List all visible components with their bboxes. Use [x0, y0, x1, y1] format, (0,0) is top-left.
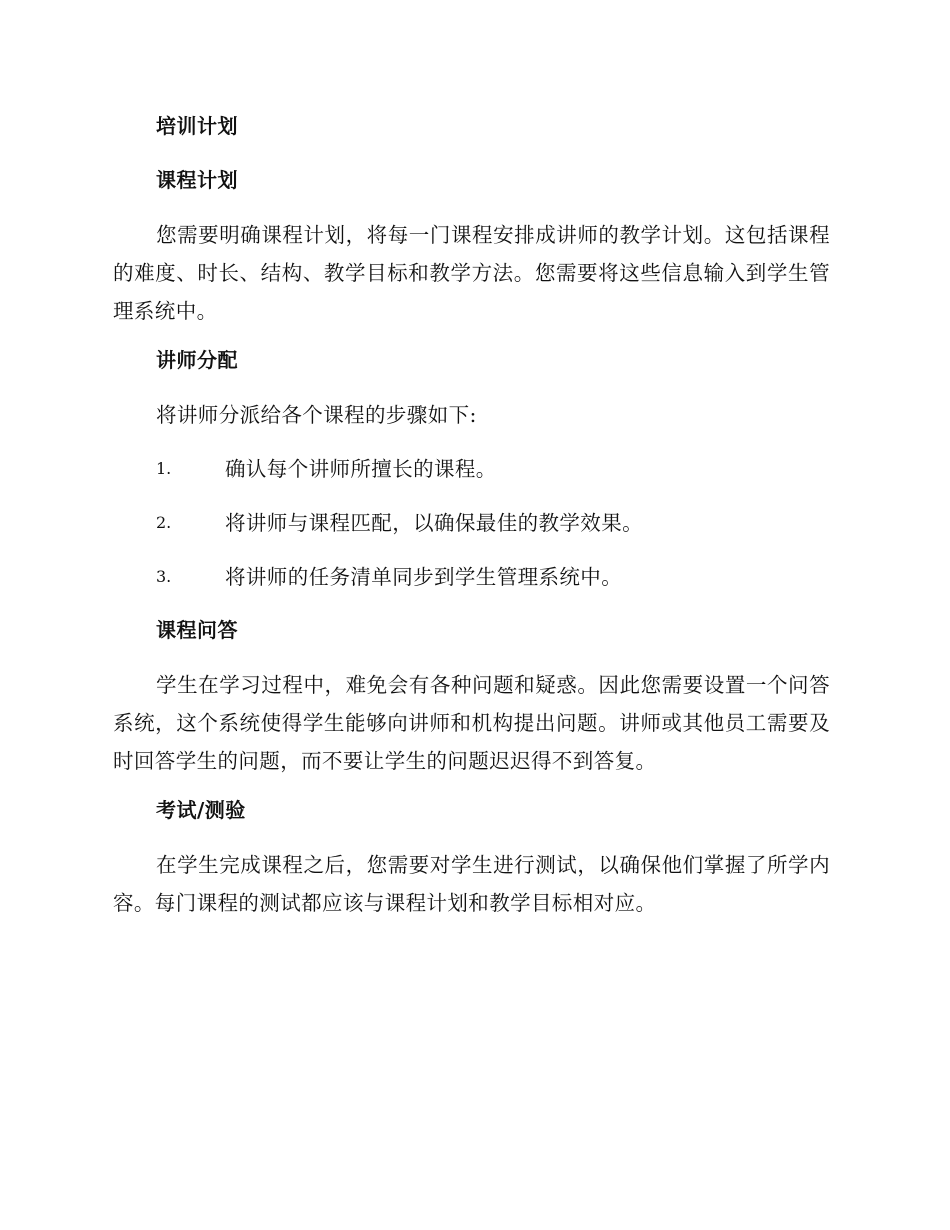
list-item	[113, 450, 830, 488]
instructor-assignment-steps	[113, 450, 830, 596]
list-item-text: 将讲师的任务清单同步到学生管理系统中。	[225, 565, 623, 589]
list-item	[113, 504, 830, 542]
list-item	[113, 558, 830, 596]
section-heading-course-plan: 课程计划	[156, 168, 238, 192]
section-heading-exam: 考试/测验	[156, 798, 246, 822]
instructor-assignment-intro: 将讲师分派给各个课程的步骤如下:	[156, 403, 477, 427]
course-qa-paragraph: 学生在学习过程中，难免会有各种问题和疑惑。因此您需要设置一个问答系统，这个系统使得学生能够向讲师和机构提出问题。讲师或其他员工需要及时回答学生的问题，而不要让学生的问题迟迟得不到答复。	[113, 673, 830, 773]
list-item-text: 将讲师与课程匹配，以确保最佳的教学效果。	[225, 511, 643, 535]
course-plan-paragraph: 您需要明确课程计划，将每一门课程安排成讲师的教学计划。这包括课程的难度、时长、结构、教学目标和教学方法。您需要将这些信息输入到学生管理系统中。	[113, 223, 830, 323]
list-item-number: 2.	[156, 513, 172, 532]
section-heading-course-qa: 课程问答	[156, 618, 238, 642]
section-heading-instructor-assignment: 讲师分配	[156, 348, 238, 372]
exam-paragraph: 在学生完成课程之后，您需要对学生进行测试，以确保他们掌握了所学内容。每门课程的测试都应该与课程计划和教学目标相对应。	[113, 853, 830, 915]
list-item-number: 3.	[156, 567, 172, 586]
document-title: 培训计划	[156, 114, 238, 138]
list-item-text: 确认每个讲师所擅长的课程。	[225, 457, 497, 481]
list-item-number: 1.	[156, 459, 172, 478]
document-body	[113, 108, 830, 934]
